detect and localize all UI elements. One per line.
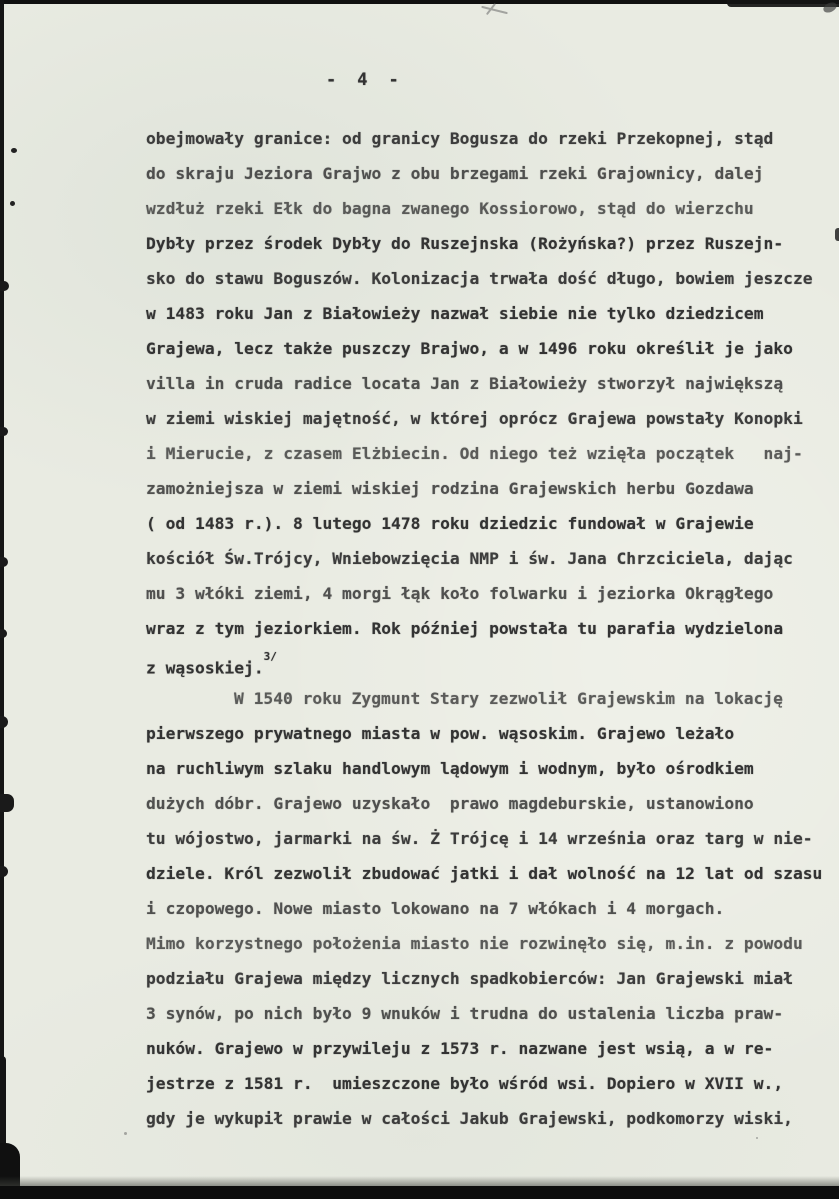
- text-line: w ziemi wiskiej majętność, w której oprócz Grajewa powstały Konopki: [146, 409, 803, 428]
- text-line: wzdłuż rzeki Ełk do bagna zwanego Kossiorowo, stąd do wierzchu: [146, 199, 754, 218]
- scan-artifact-blob: [0, 794, 14, 812]
- scan-artifact-bottom-band: [0, 1186, 839, 1199]
- text-line: Dybły przez środek Dybły do Ruszejnska (Rożyńska?) przez Ruszejn-: [146, 234, 784, 253]
- text-line: i czopowego. Nowe miasto lokowano na 7 włókach i 4 morgach.: [146, 899, 725, 918]
- scan-artifact-dot: [10, 201, 15, 206]
- scan-artifact-right-tick: [835, 228, 839, 241]
- pencil-x-mark: [481, 1, 511, 19]
- text-line: dużych dóbr. Grajewo uzyskało prawo magdeburskie, ustanowiono: [146, 794, 754, 813]
- text-line: Mimo korzystnego położenia miasto nie rozwinęło się, m.in. z powodu: [146, 934, 803, 953]
- page-number: 4: [357, 70, 368, 90]
- header-dash-left: -: [326, 70, 337, 90]
- footnote-reference: 3/: [263, 650, 277, 663]
- text-line: i Mierucie, z czasem Elżbiecin. Od niego też wzięła początek naj-: [146, 444, 803, 463]
- scan-artifact-speck: [124, 1132, 127, 1135]
- text-line: na ruchliwym szlaku handlowym lądowym i wodnym, było ośrodkiem: [146, 759, 754, 778]
- text-line: z wąsoskiej.$^{3/}$: [146, 650, 277, 678]
- scan-artifact-blob: [0, 557, 8, 567]
- scan-artifact-blob: [0, 716, 8, 728]
- scan-artifact-dot: [11, 148, 17, 153]
- text-line: dziele. Król zezwolił zbudować jatki i dał wolność na 12 lat od szasu: [146, 864, 823, 883]
- text-line: ( od 1483 r.). 8 lutego 1478 roku dziedzic fundował w Grajewie: [146, 514, 754, 533]
- page-header: [326, 70, 399, 90]
- text-line: tu wójostwo, jarmarki na św. Ż Trójcę i 14 września oraz targ w nie-: [146, 829, 813, 848]
- scan-artifact-bottom-shadow: [0, 1176, 839, 1186]
- text-line: zamożniejsza w ziemi wiskiej rodzina Grajewskich herbu Gozdawa: [146, 479, 754, 498]
- scan-artifact-speck: [756, 1137, 758, 1139]
- scan-artifact-blob: [0, 427, 8, 436]
- text-line: mu 3 włóki ziemi, 4 morgi łąk koło folwarku i jeziorka Okrągłego: [146, 584, 774, 603]
- text-line: gdy je wykupił prawie w całości Jakub Grajewski, podkomorzy wiski,: [146, 1109, 793, 1128]
- text-block: [146, 121, 836, 1136]
- text-line: w 1483 roku Jan z Białowieży nazwał siebie nie tylko dziedzicem: [146, 304, 764, 323]
- scan-artifact-blob: [0, 629, 7, 638]
- text-line: podziału Grajewa między licznych spadkobierców: Jan Grajewski miał: [146, 969, 793, 988]
- text-line: nuków. Grajewo w przywileju z 1573 r. nazwane jest wsią, a w re-: [146, 1039, 774, 1058]
- text-line: villa in cruda radice locata Jan z Białowieży stworzył największą: [146, 374, 784, 393]
- text-line: Grajewa, lecz także puszczy Brajwo, a w 1496 roku określił je jako: [146, 339, 793, 358]
- scan-artifact-blob: [0, 281, 9, 291]
- text-line: kościół Św.Trójcy, Wniebowzięcia NMP i św. Jana Chrzciciela, dając: [146, 549, 793, 568]
- text-line: 3 synów, po nich było 9 wnuków i trudna do ustalenia liczba praw-: [146, 1004, 784, 1023]
- text-line: pierwszego prywatnego miasta w pow. wąsoskim. Grajewo leżało: [146, 724, 735, 743]
- scan-artifact-blob: [0, 866, 8, 877]
- scan-artifact-top-band-right: [727, 0, 839, 7]
- text-line: do skraju Jeziora Grajwo z obu brzegami rzeki Grajownicy, dalej: [146, 164, 764, 183]
- header-dash-right: -: [388, 70, 399, 90]
- text-line: obejmowały granice: od granicy Bogusza do rzeki Przekopnej, stąd: [146, 129, 774, 148]
- scan-artifact-left-edge-strip: [0, 0, 4, 1199]
- scan-artifact-top-band: [0, 0, 839, 4]
- text-line: W 1540 roku Zygmunt Stary zezwolił Grajewskim na lokację: [234, 689, 783, 708]
- text-line: jestrze z 1581 r. umieszczone było wśród wsi. Dopiero w XVII w.,: [146, 1074, 784, 1093]
- text-line: wraz z tym jeziorkiem. Rok później powstała tu parafia wydzielona: [146, 619, 784, 638]
- text-line: sko do stawu Boguszów. Kolonizacja trwała dość długo, bowiem jeszcze: [146, 269, 813, 288]
